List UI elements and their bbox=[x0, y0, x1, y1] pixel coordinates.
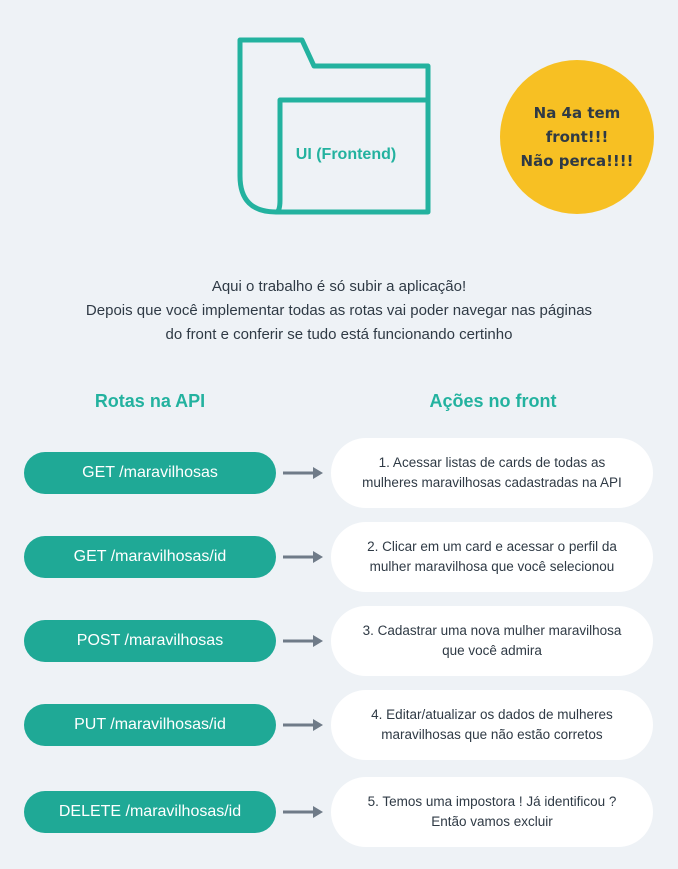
action-card-3 bbox=[331, 606, 653, 676]
route-pill-get-list: GET /maravilhosas bbox=[24, 452, 276, 494]
promo-badge bbox=[500, 60, 654, 214]
action-text: 3. Cadastrar uma nova mulher maravilhosa que você admira bbox=[362, 623, 622, 658]
action-card-2 bbox=[331, 522, 653, 592]
intro-line: Aqui o trabalho é só subir a aplicação! bbox=[211, 278, 467, 295]
intro-line: do front e conferir se tudo está funcionando certinho bbox=[165, 326, 513, 343]
folder-icon bbox=[236, 36, 432, 216]
arrow-right-icon bbox=[283, 550, 325, 564]
routes-column-title: Rotas na API bbox=[94, 391, 206, 411]
action-card-5 bbox=[331, 777, 653, 847]
route-pill-delete: DELETE /maravilhosas/id bbox=[24, 791, 276, 833]
arrow-right-icon bbox=[283, 805, 325, 819]
arrow-right-icon bbox=[283, 466, 325, 480]
actions-column-title: Ações no front bbox=[429, 391, 557, 411]
route-pill-get-id: GET /maravilhosas/id bbox=[24, 536, 276, 578]
action-card-1 bbox=[331, 438, 653, 508]
route-pill-put: PUT /maravilhosas/id bbox=[24, 704, 276, 746]
arrow-right-icon bbox=[283, 634, 325, 648]
route-pill-post: POST /maravilhosas bbox=[24, 620, 276, 662]
action-text: 4. Editar/atualizar os dados de mulheres maravilhosas que não estão corretos bbox=[371, 707, 613, 742]
action-text: 1. Acessar listas de cards de todas as mulheres maravilhosas cadastradas na API bbox=[362, 455, 622, 490]
intro-line: Depois que você implementar todas as rotas vai poder navegar nas páginas bbox=[85, 302, 593, 319]
action-text: 2. Clicar em um card e acessar o perfil da mulher maravilhosa que você selecionou bbox=[367, 539, 617, 574]
promo-badge-text: Na 4a tem front!!! Não perca!!!! bbox=[520, 104, 634, 170]
action-card-4 bbox=[331, 690, 653, 760]
arrow-right-icon bbox=[283, 718, 325, 732]
intro-text bbox=[14, 275, 664, 347]
action-text: 5. Temos uma impostora ! Já identificou ? Então vamos excluir bbox=[367, 794, 617, 829]
folder-label: UI (Frontend) bbox=[295, 146, 397, 163]
